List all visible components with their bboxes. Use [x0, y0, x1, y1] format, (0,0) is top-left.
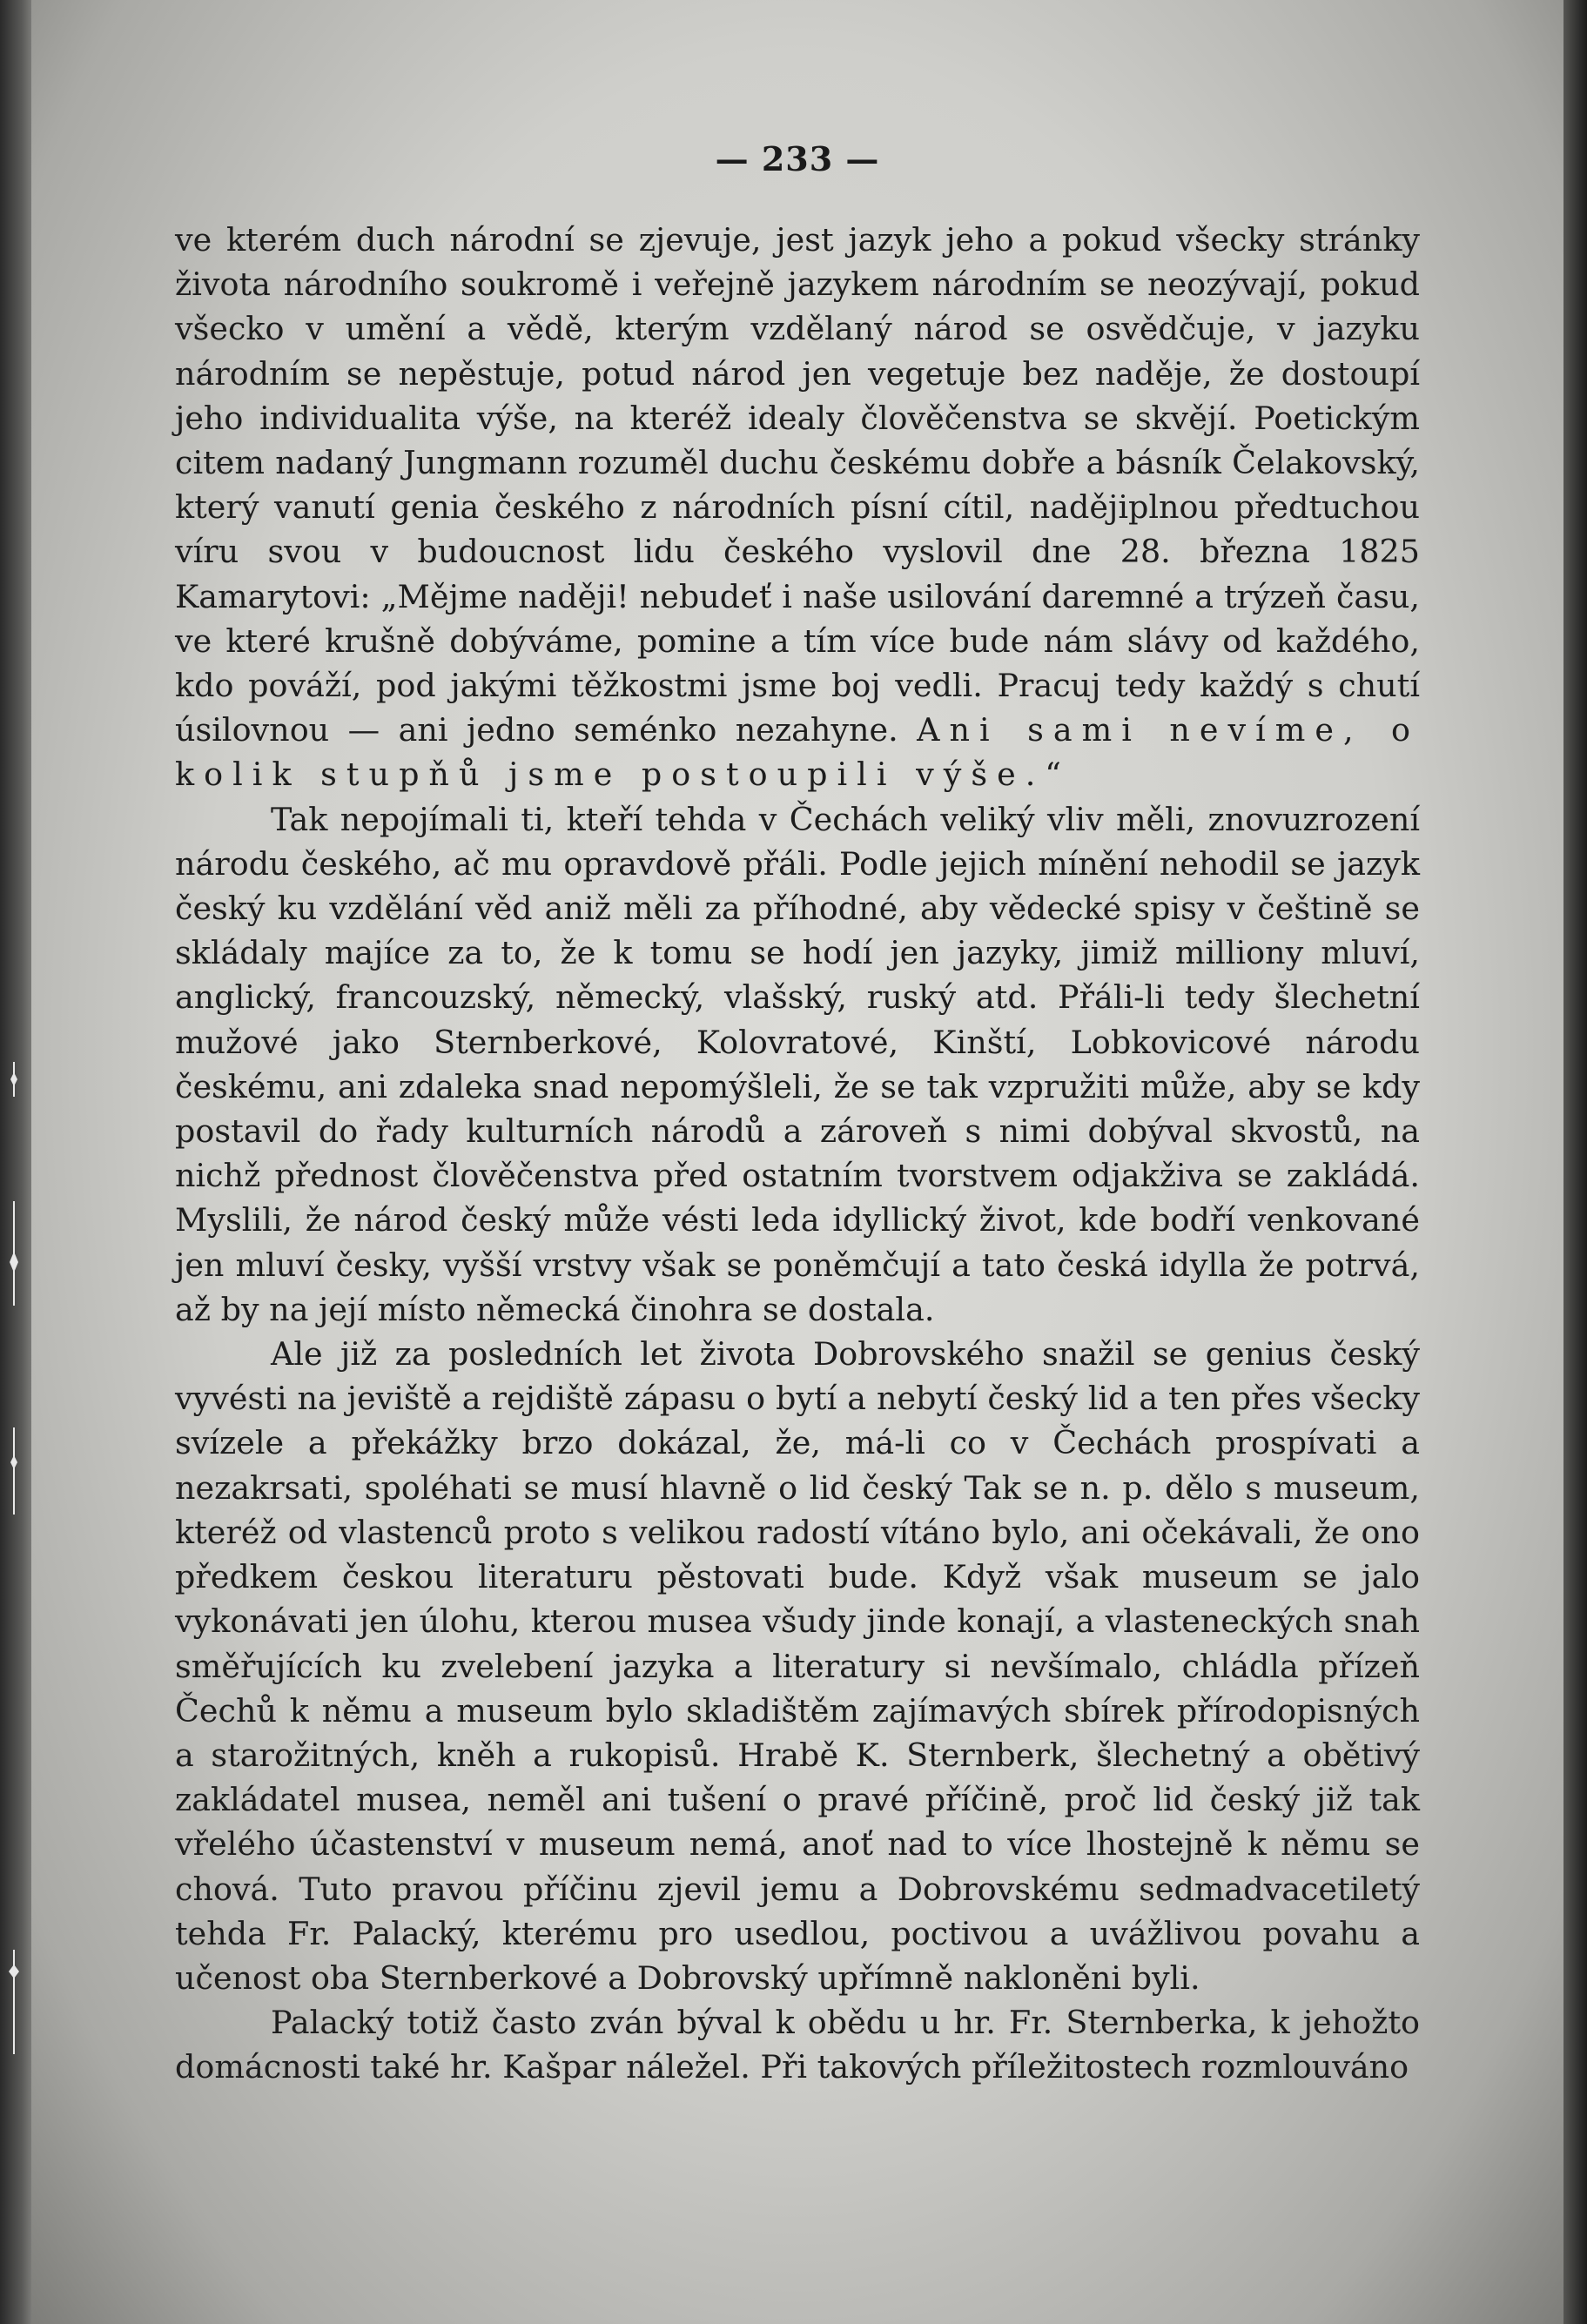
binding-marks	[5, 1027, 23, 2072]
scan-right-edge	[1563, 0, 1587, 2324]
body-text	[175, 218, 1420, 2090]
emphasized-quote: Ani sami nevíme, o kolik stupňů jsme postoupili výše.	[175, 711, 1420, 794]
page-number: — 233 —	[715, 139, 880, 178]
paragraph: Palacký totiž často zván býval k obědu u hr. Fr. Sternberka, k jehožto domácnosti také hr. Kašpar náležel. Při takových příležitostech rozmlouváno	[175, 2004, 1420, 2086]
paragraph: Ale již za posledních let života Dobrovského snažil se genius český vyvésti na jeviště a rejdiště zápasu o bytí a nebytí český lid a ten přes všecky svízele a překážky brzo dokázal, že, má-li co v Čechách prospívati a nezakrsati, spoléhati se musí hlavně o lid český Tak se n. p. dělo s museum, kteréž od vlastenců proto s velikou radostí vítáno bylo, ani očekávali, že ono předkem českou literaturu pěstovati bude. Když však museum se jalo vykonávati jen úlohu, kterou musea všudy jinde konají, a vlasteneckých snah směřujících ku zvelebení jazyka a literatury si nevšímalo, chládla přízeň Čechů k němu a museum bylo skladištěm zajímavých sbírek přírodopisných a starožitných, kněh a rukopisů. Hrabě K. Sternberk, šlechetný a obětivý zakládatel musea, neměl ani tušení o pravé příčině, proč lid český již tak vřelého účastenství v museum nemá, anoť nad to více lhostejně k němu se chová. Tuto pravou příčinu zjevil jemu a Dobrovskému sedmadvacetiletý tehda Fr. Palacký, kterému pro usedlou, poctivou a uvážlivou povahu a učenost oba Sternberkové a Dobrovský upřímně nakloněni byli.	[175, 1335, 1420, 1997]
paragraph	[175, 218, 1420, 797]
paragraph-text: ve kterém duch národní se zjevuje, jest jazyk jeho a pokud všecky stránky života národního soukromě i veřejně jazykem národním se neozývají, pokud všecko v umění a vědě, kterým vzdělaný národ se osvědčuje, v jazyku národním se nepěstuje, potud národ jen vegetuje bez naděje, že dostoupí jeho individualita výše, na kteréž idealy člověčenstva se skvějí. Poetickým citem nadaný Jungmann rozuměl duchu českému dobře a básník Čelakovský, který vanutí genia českého z národních písní cítil, nadějiplnou předtuchou víru svou v budoucnost lidu českého vyslovil dne 28. března 1825 Kamarytovi: „Mějme naději! nebudeť i naše usilování daremné a trýzeň času, ve které krušně dobýváme, pomine a tím více bude nám slávy od každého, kdo pováží, pod jakými těžkostmi jsme boj vedli. Pracuj tedy každý s chutí úsilovnou — ani jedno seménko nezahyne.	[175, 221, 1420, 749]
paragraph: Tak nepojímali ti, kteří tehda v Čechách veliký vliv měli, znovuzrození národu českého, ač mu opravdově přáli. Podle jejich mínění nehodil se jazyk český ku vzdělání věd aniž měli za příhodné, aby vědecké spisy v češtině se skládaly majíce za to, že k tomu se hodí jen jazyky, jimiž milliony mluví, anglický, francouzský, německý, vlašský, ruský atd. Přáli-li tedy šlechetní mužové jako Sternberkové, Kolovratové, Kinští, Lobkovicové národu českému, ani zdaleka snad nepomýšleli, že se tak vzpružiti může, aby se kdy postavil do řady kulturních národů a zároveň s nimi dobýval skvostů, na nichž přednost člověčenstva před ostatním tvorstvem odjakživa se zakládá. Myslili, že národ český může vésti leda idyllický život, kde bodří venkované jen mluví česky, vyšší vrstvy však se poněmčují a tato česká idylla že potrvá, až by na její místo německá činohra se dostala.	[175, 800, 1420, 1328]
closing-quote: “	[1045, 756, 1061, 794]
book-page	[31, 0, 1563, 2324]
